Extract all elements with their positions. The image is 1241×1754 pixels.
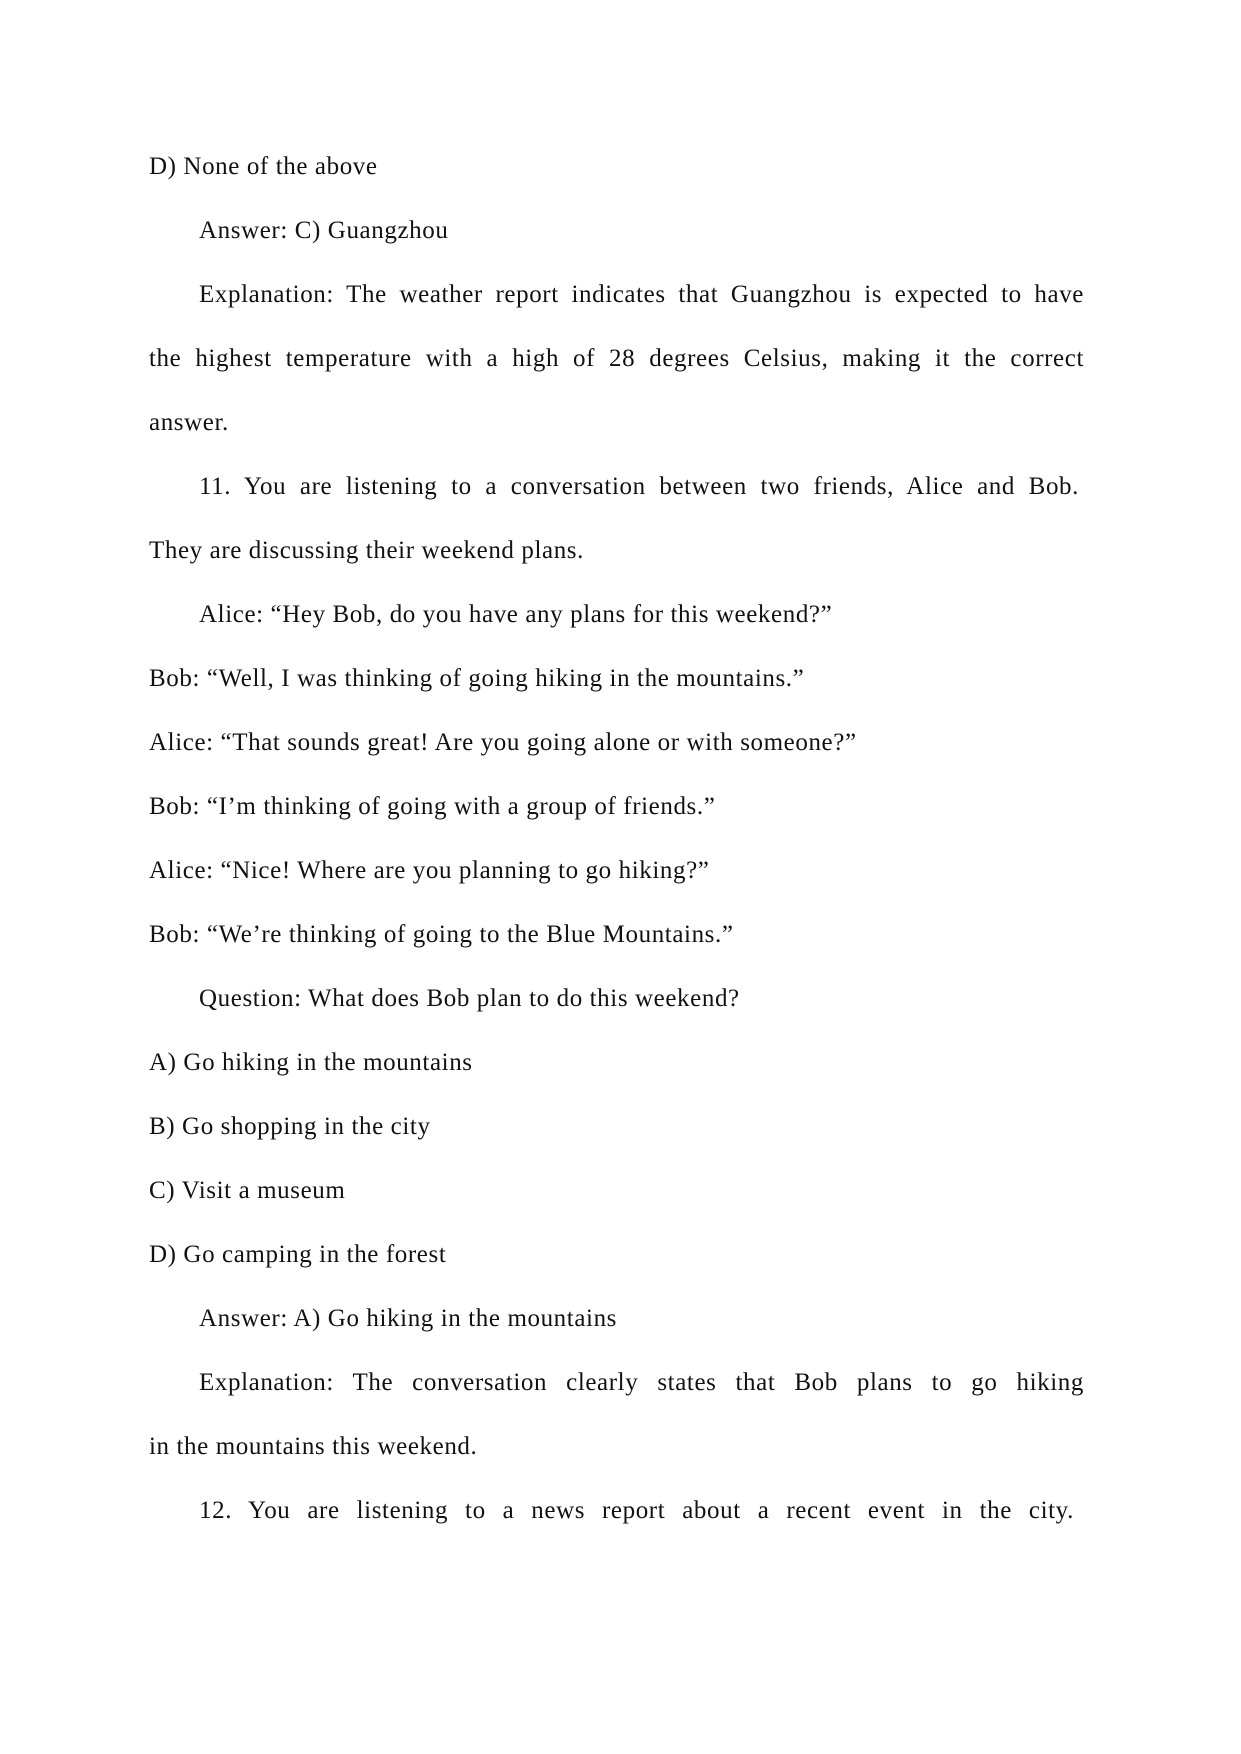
question-11-line1: 11. You are listening to a conversation between two friends, Alice and Bob. [199,473,1079,500]
answer-11: Answer: A) Go hiking in the mountains [199,1305,618,1332]
dialogue-line-1: Alice: “Hey Bob, do you have any plans for this weekend?” [199,601,833,628]
option-d: D) Go camping in the forest [149,1241,447,1268]
question-12-line1: 12. You are listening to a news report about a recent event in the city. [199,1497,1074,1524]
explanation-prev-line3: answer. [149,409,229,436]
option-b: B) Go shopping in the city [149,1113,431,1140]
option-c: C) Visit a museum [149,1177,346,1204]
dialogue-line-3: Alice: “That sounds great! Are you going alone or with someone?” [149,729,857,756]
question-11-line2: They are discussing their weekend plans. [149,537,584,564]
answer-prev: Answer: C) Guangzhou [199,217,449,244]
dialogue-line-4: Bob: “I’m thinking of going with a group of friends.” [149,793,716,820]
question-11-prompt: Question: What does Bob plan to do this weekend? [199,985,740,1012]
dialogue-line-5: Alice: “Nice! Where are you planning to go hiking?” [149,857,710,884]
explanation-11-line1: Explanation: The conversation clearly states that Bob plans to go hiking [199,1369,1084,1396]
explanation-prev-line2: the highest temperature with a high of 28 degrees Celsius, making it the correct [149,345,1084,372]
dialogue-line-6: Bob: “We’re thinking of going to the Blue Mountains.” [149,921,734,948]
dialogue-line-2: Bob: “Well, I was thinking of going hiking in the mountains.” [149,665,805,692]
option-a: A) Go hiking in the mountains [149,1049,473,1076]
option-d-prev: D) None of the above [149,153,378,180]
explanation-prev-line1: Explanation: The weather report indicates that Guangzhou is expected to have [199,281,1084,308]
explanation-11-line2: in the mountains this weekend. [149,1433,478,1460]
